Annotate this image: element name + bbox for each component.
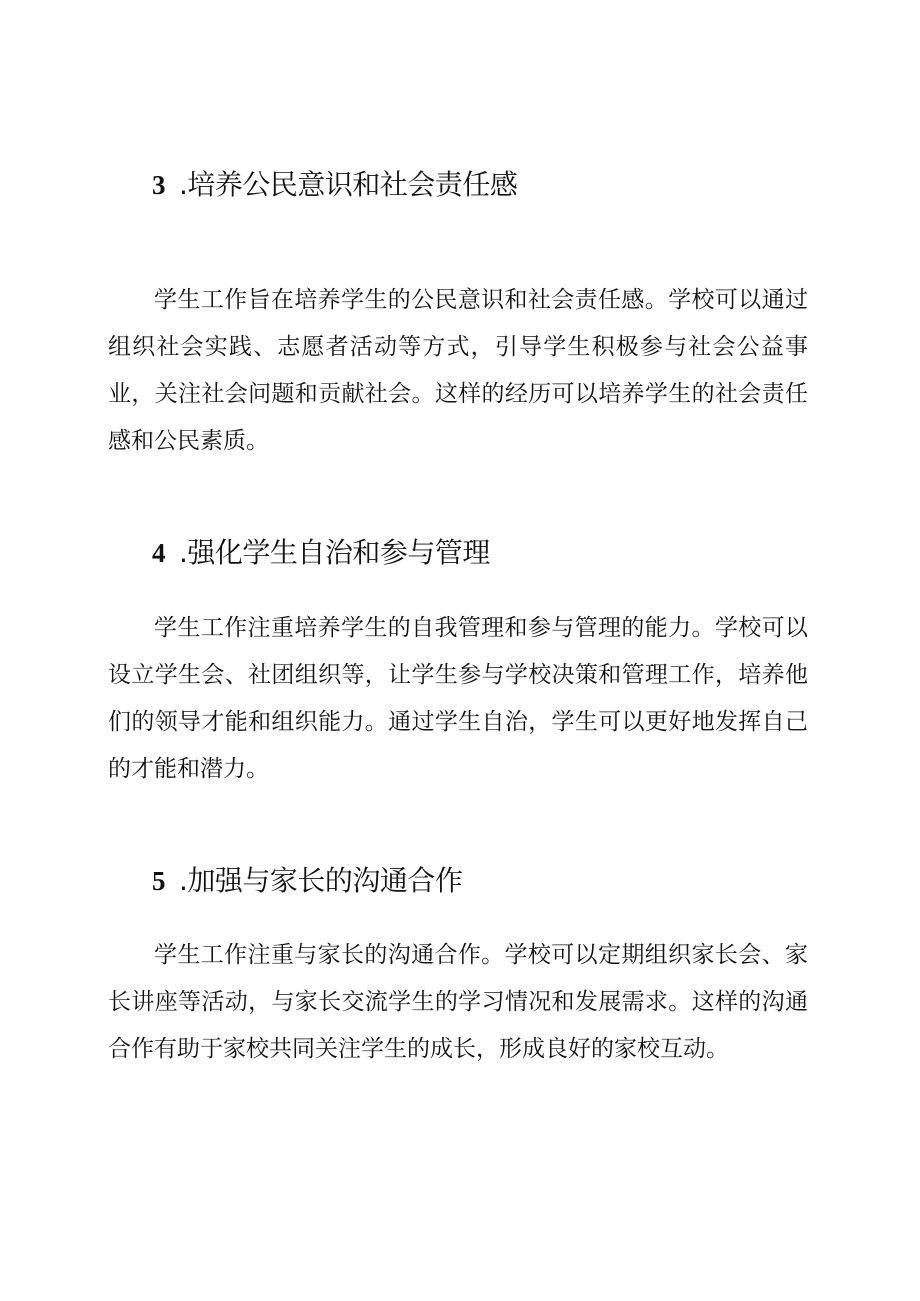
- section-5-body: 学生工作注重与家长的沟通合作。学校可以定期组织家长会、家长讲座等活动，与家长交流学生的学习情况和发展需求。这样的沟通合作有助于家校共同关注学生的成长，形成良好的家校互动。: [108, 942, 808, 1062]
- section-3-heading: [152, 165, 517, 205]
- section-3-number: 3: [152, 170, 165, 200]
- section-5-number: 5: [152, 866, 165, 896]
- section-4-title: .强化学生自治和参与管理: [179, 536, 490, 569]
- section-4-number: 4: [152, 538, 165, 568]
- section-3-title: .培养公民意识和社会责任感: [179, 168, 518, 201]
- section-5-title: .加强与家长的沟通合作: [179, 864, 463, 897]
- section-5-heading: [152, 861, 462, 901]
- section-4-heading: [152, 533, 490, 573]
- section-3-body: 学生工作旨在培养学生的公民意识和社会责任感。学校可以通过组织社会实践、志愿者活动等方式，引导学生积极参与社会公益事业，关注社会问题和贡献社会。这样的经历可以培养学生的社会责任感和公民素质。: [108, 287, 808, 454]
- section-4-body: 学生工作注重培养学生的自我管理和参与管理的能力。学校可以设立学生会、社团组织等，让学生参与学校决策和管理工作，培养他们的领导才能和组织能力。通过学生自治，学生可以更好地发挥自己的才能和潜力。: [108, 615, 808, 782]
